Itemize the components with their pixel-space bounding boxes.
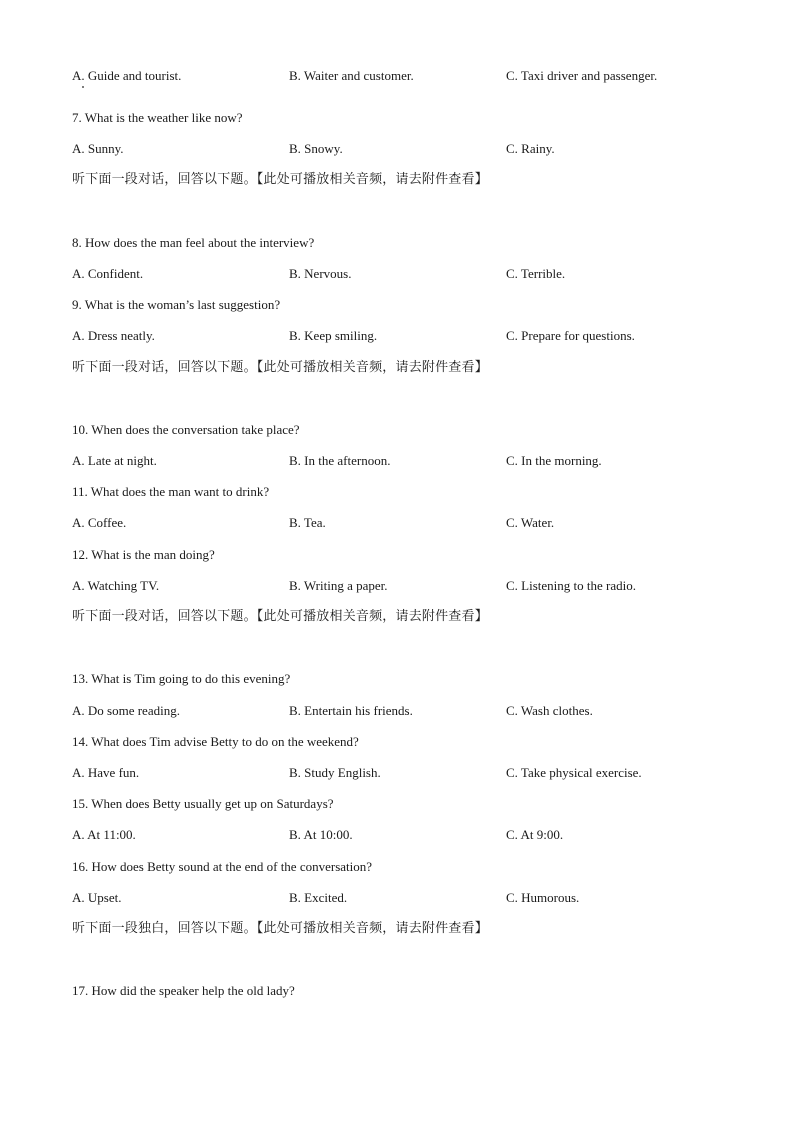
question-8: 8. How does the man feel about the interview?: [72, 235, 315, 250]
q10-option-b: B. In the afternoon.: [289, 453, 391, 468]
q14-option-a: A. Have fun.: [72, 765, 140, 780]
q11-option-c: C. Water.: [506, 515, 555, 530]
q16-option-a: A. Upset.: [72, 890, 122, 905]
q16-option-c: C. Humorous.: [506, 890, 580, 905]
q12-option-a: A. Watching TV.: [72, 578, 160, 593]
q13-option-b: B. Entertain his friends.: [289, 703, 413, 718]
section-instruction-2: 听下面一段对话，回答以下题。【此处可播放相关音频，请去附件查看】: [72, 360, 488, 375]
question-14: 14. What does Tim advise Betty to do on the weekend?: [72, 734, 359, 749]
stray-dot: [82, 86, 84, 88]
q8-option-c: C. Terrible.: [506, 266, 566, 281]
q10-option-a: A. Late at night.: [72, 453, 157, 468]
q13-option-a: A. Do some reading.: [72, 703, 180, 718]
q9-option-c: C. Prepare for questions.: [506, 328, 635, 343]
q15-option-a: A. At 11:00.: [72, 827, 136, 842]
q10-option-c: C. In the morning.: [506, 453, 602, 468]
q8-option-b: B. Nervous.: [289, 266, 352, 281]
q8-option-a: A. Confident.: [72, 266, 144, 281]
question-7: 7. What is the weather like now?: [72, 110, 243, 125]
q12-option-c: C. Listening to the radio.: [506, 578, 636, 593]
section-instruction-monologue: 听下面一段独白，回答以下题。【此处可播放相关音频，请去附件查看】: [72, 921, 488, 936]
q7-option-c: C. Rainy.: [506, 141, 555, 156]
q16-option-b: B. Excited.: [289, 890, 348, 905]
section-instruction-1: 听下面一段对话，回答以下题。【此处可播放相关音频，请去附件查看】: [72, 172, 488, 187]
q7-option-b: B. Snowy.: [289, 141, 343, 156]
q11-option-b: B. Tea.: [289, 515, 326, 530]
section-instruction-3: 听下面一段对话，回答以下题。【此处可播放相关音频，请去附件查看】: [72, 609, 488, 624]
q13-option-c: C. Wash clothes.: [506, 703, 593, 718]
question-9: 9. What is the woman’s last suggestion?: [72, 297, 281, 312]
q12-option-b: B. Writing a paper.: [289, 578, 388, 593]
question-17: 17. How did the speaker help the old lady?: [72, 983, 295, 998]
q14-option-b: B. Study English.: [289, 765, 381, 780]
q7-option-a: A. Sunny.: [72, 141, 124, 156]
q15-option-b: B. At 10:00.: [289, 827, 353, 842]
question-11: 11. What does the man want to drink?: [72, 484, 270, 499]
question-16: 16. How does Betty sound at the end of the conversation?: [72, 859, 373, 874]
question-13: 13. What is Tim going to do this evening?: [72, 671, 291, 686]
question-10: 10. When does the conversation take place?: [72, 422, 300, 437]
question-15: 15. When does Betty usually get up on Saturdays?: [72, 796, 334, 811]
q6-option-b: B. Waiter and customer.: [289, 68, 414, 83]
q6-option-a: A. Guide and tourist.: [72, 68, 182, 83]
q9-option-a: A. Dress neatly.: [72, 328, 155, 343]
q9-option-b: B. Keep smiling.: [289, 328, 378, 343]
q14-option-c: C. Take physical exercise.: [506, 765, 642, 780]
q6-option-c: C. Taxi driver and passenger.: [506, 68, 658, 83]
q15-option-c: C. At 9:00.: [506, 827, 564, 842]
question-12: 12. What is the man doing?: [72, 547, 215, 562]
q11-option-a: A. Coffee.: [72, 515, 127, 530]
